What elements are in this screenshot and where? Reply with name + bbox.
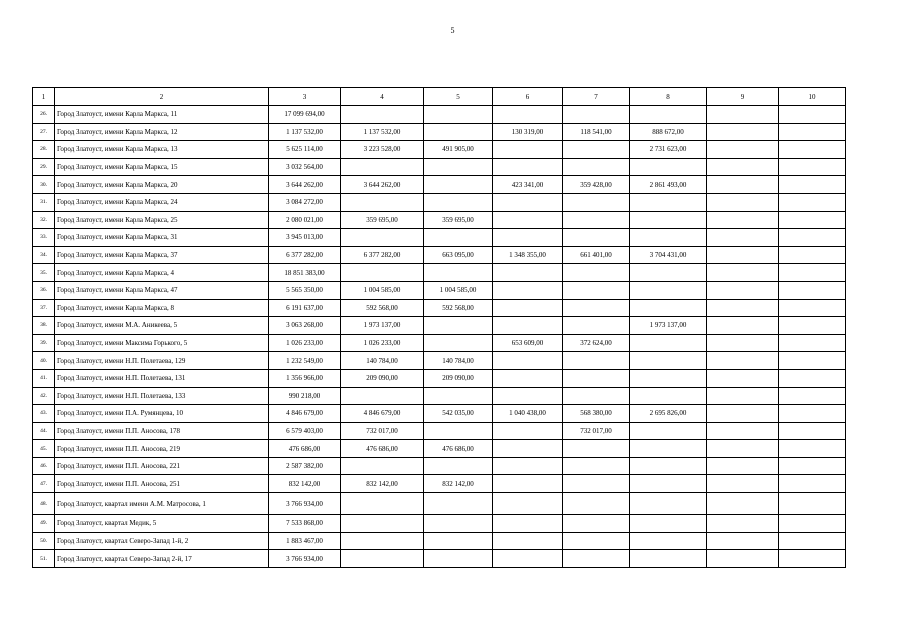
amount-cell	[779, 158, 846, 176]
amount-cell: 653 609,00	[493, 334, 563, 352]
table-row	[33, 299, 846, 317]
amount-cell	[563, 352, 630, 370]
address-cell: Город Златоуст, квартал Северо-Запад 2-й, 17	[55, 550, 269, 568]
amount-cell	[707, 550, 779, 568]
table-row	[33, 352, 846, 370]
amount-cell	[424, 106, 493, 124]
amount-cell: 118 541,00	[563, 123, 630, 141]
address-cell: Город Златоуст, имени Карла Маркса, 15	[55, 158, 269, 176]
amount-cell: 1 004 585,00	[341, 281, 424, 299]
amount-cell	[779, 141, 846, 159]
amount-cell	[707, 264, 779, 282]
address-cell: Город Златоуст, имени Карла Маркса, 47	[55, 281, 269, 299]
table-row	[33, 281, 846, 299]
row-number: 48.	[33, 493, 55, 515]
amount-cell: 1 137 532,00	[341, 123, 424, 141]
table-row	[33, 158, 846, 176]
amount-cell: 5 565 350,00	[269, 281, 341, 299]
amount-cell	[779, 176, 846, 194]
address-cell: Город Златоуст, имени П.П. Аносова, 178	[55, 422, 269, 440]
amount-cell: 476 686,00	[341, 440, 424, 458]
row-number: 32.	[33, 211, 55, 229]
table-row	[33, 405, 846, 423]
amount-cell	[424, 422, 493, 440]
amount-cell	[630, 229, 707, 247]
amount-cell: 3 032 564,00	[269, 158, 341, 176]
amount-cell	[707, 440, 779, 458]
row-number: 27.	[33, 123, 55, 141]
amount-cell	[630, 193, 707, 211]
table-row	[33, 123, 846, 141]
amount-cell: 5 625 114,00	[269, 141, 341, 159]
amount-cell: 1 973 137,00	[630, 317, 707, 335]
amount-cell	[493, 281, 563, 299]
amount-cell	[493, 440, 563, 458]
amount-cell	[563, 440, 630, 458]
amount-cell: 18 851 383,00	[269, 264, 341, 282]
address-cell: Город Златоуст, имени Карла Маркса, 11	[55, 106, 269, 124]
address-cell: Город Златоуст, квартал Северо-Запад 1-й, 2	[55, 532, 269, 550]
amount-cell	[707, 106, 779, 124]
amount-cell	[779, 211, 846, 229]
amount-cell	[563, 229, 630, 247]
amount-cell	[779, 317, 846, 335]
row-number: 50.	[33, 532, 55, 550]
amount-cell	[424, 457, 493, 475]
amount-cell	[707, 405, 779, 423]
header-row	[33, 88, 846, 106]
amount-cell	[493, 211, 563, 229]
amount-cell	[424, 550, 493, 568]
amount-cell: 663 095,00	[424, 246, 493, 264]
amount-cell	[707, 123, 779, 141]
amount-cell	[779, 532, 846, 550]
amount-cell: 359 428,00	[563, 176, 630, 194]
amount-cell: 1 883 467,00	[269, 532, 341, 550]
amount-cell: 1 040 438,00	[493, 405, 563, 423]
amount-cell	[341, 550, 424, 568]
amount-cell	[779, 193, 846, 211]
column-header: 8	[630, 88, 707, 106]
amount-cell	[779, 550, 846, 568]
row-number: 38.	[33, 317, 55, 335]
amount-cell	[779, 515, 846, 533]
amount-cell	[493, 493, 563, 515]
amount-cell	[779, 246, 846, 264]
amount-cell	[707, 334, 779, 352]
row-number: 35.	[33, 264, 55, 282]
amount-cell	[493, 422, 563, 440]
amount-cell	[707, 246, 779, 264]
amount-cell	[341, 229, 424, 247]
amount-cell	[563, 106, 630, 124]
amount-cell	[563, 457, 630, 475]
amount-cell	[341, 515, 424, 533]
amount-cell	[630, 493, 707, 515]
amount-cell	[563, 193, 630, 211]
address-cell: Город Златоуст, имени Н.П. Полетаева, 131	[55, 369, 269, 387]
column-header: 5	[424, 88, 493, 106]
amount-cell: 990 218,00	[269, 387, 341, 405]
amount-cell	[424, 334, 493, 352]
table-row	[33, 141, 846, 159]
amount-cell	[424, 264, 493, 282]
table-row	[33, 264, 846, 282]
amount-cell: 568 380,00	[563, 405, 630, 423]
amount-cell	[493, 369, 563, 387]
amount-cell	[563, 550, 630, 568]
amount-cell: 3 644 262,00	[269, 176, 341, 194]
row-number: 36.	[33, 281, 55, 299]
amount-cell: 888 672,00	[630, 123, 707, 141]
row-number: 46.	[33, 457, 55, 475]
amount-cell	[563, 532, 630, 550]
amount-cell	[563, 158, 630, 176]
table-row	[33, 369, 846, 387]
amount-cell	[493, 299, 563, 317]
column-header: 3	[269, 88, 341, 106]
amount-cell: 2 080 021,00	[269, 211, 341, 229]
amount-cell	[341, 264, 424, 282]
amount-cell: 491 905,00	[424, 141, 493, 159]
amount-cell: 423 341,00	[493, 176, 563, 194]
row-number: 41.	[33, 369, 55, 387]
column-header: 9	[707, 88, 779, 106]
amount-cell: 6 579 403,00	[269, 422, 341, 440]
column-header: 1	[33, 88, 55, 106]
amount-cell: 372 624,00	[563, 334, 630, 352]
row-number: 45.	[33, 440, 55, 458]
amount-cell: 3 766 934,00	[269, 550, 341, 568]
amount-cell: 832 142,00	[341, 475, 424, 493]
address-cell: Город Златоуст, имени П.П. Аносова, 221	[55, 457, 269, 475]
address-cell: Город Златоуст, имени Карла Маркса, 31	[55, 229, 269, 247]
address-cell: Город Златоуст, имени П.П. Аносова, 219	[55, 440, 269, 458]
amount-cell	[779, 281, 846, 299]
address-cell: Город Златоуст, имени П.П. Аносова, 251	[55, 475, 269, 493]
amount-cell: 3 084 272,00	[269, 193, 341, 211]
address-cell: Город Златоуст, имени Карла Маркса, 8	[55, 299, 269, 317]
address-cell: Город Златоуст, квартал имени А.М. Матросова, 1	[55, 493, 269, 515]
column-header: 2	[55, 88, 269, 106]
amount-cell: 732 017,00	[341, 422, 424, 440]
address-cell: Город Златоуст, имени Максима Горького, 5	[55, 334, 269, 352]
amount-cell: 130 319,00	[493, 123, 563, 141]
amount-cell	[707, 532, 779, 550]
amount-cell	[707, 211, 779, 229]
amount-cell: 359 695,00	[424, 211, 493, 229]
row-number: 44.	[33, 422, 55, 440]
amount-cell: 140 784,00	[341, 352, 424, 370]
table-row	[33, 493, 846, 515]
amount-cell	[424, 193, 493, 211]
address-cell: Город Златоуст, имени Н.П. Полетаева, 129	[55, 352, 269, 370]
amount-cell	[779, 334, 846, 352]
amount-cell	[424, 387, 493, 405]
amount-cell	[707, 422, 779, 440]
amount-cell: 4 846 679,00	[269, 405, 341, 423]
amount-cell	[707, 352, 779, 370]
amount-cell: 1 026 233,00	[341, 334, 424, 352]
amount-cell	[707, 158, 779, 176]
amount-cell	[493, 515, 563, 533]
amount-cell: 3 644 262,00	[341, 176, 424, 194]
table-row	[33, 106, 846, 124]
amount-cell: 2 695 826,00	[630, 405, 707, 423]
amount-cell: 17 099 694,00	[269, 106, 341, 124]
amount-cell	[630, 440, 707, 458]
amount-cell: 832 142,00	[424, 475, 493, 493]
amount-cell: 2 861 493,00	[630, 176, 707, 194]
table-row	[33, 515, 846, 533]
row-number: 37.	[33, 299, 55, 317]
address-cell: Город Златоуст, квартал Медик, 5	[55, 515, 269, 533]
table-row	[33, 422, 846, 440]
amount-cell	[424, 515, 493, 533]
amount-cell	[493, 229, 563, 247]
amount-cell	[630, 475, 707, 493]
amount-cell	[493, 532, 563, 550]
amount-cell	[563, 211, 630, 229]
table-row	[33, 193, 846, 211]
amount-cell	[424, 229, 493, 247]
address-cell: Город Златоуст, имени Карла Маркса, 37	[55, 246, 269, 264]
amount-cell	[779, 123, 846, 141]
amount-cell: 592 568,00	[424, 299, 493, 317]
amount-cell: 2 731 623,00	[630, 141, 707, 159]
amount-cell: 1 026 233,00	[269, 334, 341, 352]
amount-cell	[424, 176, 493, 194]
amount-cell	[779, 106, 846, 124]
amount-cell	[707, 176, 779, 194]
amount-cell	[341, 387, 424, 405]
amount-cell: 3 223 528,00	[341, 141, 424, 159]
amount-cell	[563, 281, 630, 299]
amount-cell	[707, 141, 779, 159]
amount-cell: 592 568,00	[341, 299, 424, 317]
row-number: 28.	[33, 141, 55, 159]
amount-cell: 832 142,00	[269, 475, 341, 493]
amount-cell	[707, 387, 779, 405]
amount-cell	[424, 158, 493, 176]
amount-cell	[630, 334, 707, 352]
amount-cell	[707, 457, 779, 475]
page-number: 5	[450, 26, 455, 35]
amount-cell	[424, 493, 493, 515]
address-cell: Город Златоуст, имени Карла Маркса, 12	[55, 123, 269, 141]
address-cell: Город Златоуст, имени Карла Маркса, 13	[55, 141, 269, 159]
address-cell: Город Златоуст, имени Карла Маркса, 25	[55, 211, 269, 229]
row-number: 26.	[33, 106, 55, 124]
amount-cell	[493, 352, 563, 370]
table-row	[33, 440, 846, 458]
address-cell: Город Златоуст, имени Карла Маркса, 24	[55, 193, 269, 211]
amount-cell: 6 191 637,00	[269, 299, 341, 317]
amount-cell	[630, 457, 707, 475]
amount-cell	[779, 229, 846, 247]
amount-cell	[563, 264, 630, 282]
amount-cell	[779, 440, 846, 458]
table-row	[33, 532, 846, 550]
row-number: 31.	[33, 193, 55, 211]
amount-cell	[707, 281, 779, 299]
amount-cell	[563, 369, 630, 387]
amount-cell	[707, 369, 779, 387]
amount-cell	[630, 106, 707, 124]
row-number: 42.	[33, 387, 55, 405]
data-table	[32, 87, 846, 568]
column-header: 6	[493, 88, 563, 106]
amount-cell: 1 004 585,00	[424, 281, 493, 299]
amount-cell	[779, 369, 846, 387]
table-row	[33, 457, 846, 475]
amount-cell	[563, 493, 630, 515]
amount-cell	[630, 387, 707, 405]
amount-cell: 476 686,00	[269, 440, 341, 458]
amount-cell	[424, 317, 493, 335]
amount-cell: 6 377 282,00	[269, 246, 341, 264]
amount-cell: 3 063 268,00	[269, 317, 341, 335]
amount-cell: 359 695,00	[341, 211, 424, 229]
amount-cell	[630, 158, 707, 176]
row-number: 47.	[33, 475, 55, 493]
amount-cell	[493, 193, 563, 211]
amount-cell	[707, 229, 779, 247]
amount-cell	[341, 532, 424, 550]
table-row	[33, 211, 846, 229]
amount-cell	[630, 550, 707, 568]
table-row	[33, 246, 846, 264]
amount-cell: 4 846 679,00	[341, 405, 424, 423]
table-row	[33, 387, 846, 405]
column-header: 7	[563, 88, 630, 106]
amount-cell	[707, 317, 779, 335]
amount-cell	[779, 493, 846, 515]
row-number: 30.	[33, 176, 55, 194]
amount-cell	[493, 475, 563, 493]
amount-cell: 3 704 431,00	[630, 246, 707, 264]
amount-cell	[493, 158, 563, 176]
amount-cell	[424, 532, 493, 550]
amount-cell	[341, 457, 424, 475]
amount-cell: 6 377 282,00	[341, 246, 424, 264]
table-row	[33, 176, 846, 194]
amount-cell: 2 587 382,00	[269, 457, 341, 475]
table-row	[33, 334, 846, 352]
amount-cell: 140 784,00	[424, 352, 493, 370]
amount-cell	[493, 317, 563, 335]
amount-cell: 1 232 549,00	[269, 352, 341, 370]
amount-cell: 1 348 355,00	[493, 246, 563, 264]
amount-cell	[707, 193, 779, 211]
amount-cell: 661 401,00	[563, 246, 630, 264]
amount-cell	[630, 281, 707, 299]
amount-cell: 3 945 013,00	[269, 229, 341, 247]
amount-cell: 209 090,00	[341, 369, 424, 387]
row-number: 40.	[33, 352, 55, 370]
row-number: 29.	[33, 158, 55, 176]
amount-cell	[630, 369, 707, 387]
amount-cell: 732 017,00	[563, 422, 630, 440]
amount-cell	[779, 457, 846, 475]
row-number: 51.	[33, 550, 55, 568]
amount-cell	[779, 299, 846, 317]
amount-cell	[779, 352, 846, 370]
amount-cell	[630, 211, 707, 229]
amount-cell	[341, 158, 424, 176]
row-number: 34.	[33, 246, 55, 264]
row-number: 43.	[33, 405, 55, 423]
amount-cell: 7 533 868,00	[269, 515, 341, 533]
amount-cell	[563, 515, 630, 533]
amount-cell	[630, 532, 707, 550]
amount-cell	[779, 387, 846, 405]
amount-cell	[424, 123, 493, 141]
amount-cell	[707, 475, 779, 493]
amount-cell	[630, 352, 707, 370]
amount-cell	[779, 475, 846, 493]
amount-cell: 1 137 532,00	[269, 123, 341, 141]
amount-cell: 3 766 934,00	[269, 493, 341, 515]
amount-cell	[779, 422, 846, 440]
address-cell: Город Златоуст, имени Карла Маркса, 4	[55, 264, 269, 282]
row-number: 49.	[33, 515, 55, 533]
amount-cell: 1 973 137,00	[341, 317, 424, 335]
amount-cell	[563, 141, 630, 159]
amount-cell: 542 035,00	[424, 405, 493, 423]
amount-cell	[630, 299, 707, 317]
amount-cell	[707, 515, 779, 533]
amount-cell	[493, 387, 563, 405]
address-cell: Город Златоуст, имени Н.П. Полетаева, 133	[55, 387, 269, 405]
table-row	[33, 475, 846, 493]
amount-cell	[707, 493, 779, 515]
amount-cell	[630, 422, 707, 440]
amount-cell	[493, 106, 563, 124]
amount-cell	[563, 317, 630, 335]
amount-cell	[630, 515, 707, 533]
amount-cell	[707, 299, 779, 317]
amount-cell	[493, 457, 563, 475]
amount-cell	[341, 493, 424, 515]
row-number: 33.	[33, 229, 55, 247]
amount-cell	[341, 106, 424, 124]
column-header: 4	[341, 88, 424, 106]
amount-cell	[563, 387, 630, 405]
amount-cell	[630, 264, 707, 282]
amount-cell	[563, 475, 630, 493]
amount-cell	[493, 264, 563, 282]
amount-cell	[779, 264, 846, 282]
amount-cell: 1 356 966,00	[269, 369, 341, 387]
column-header: 10	[779, 88, 846, 106]
address-cell: Город Златоуст, имени П.А. Румянцева, 10	[55, 405, 269, 423]
amount-cell	[779, 405, 846, 423]
amount-cell	[493, 141, 563, 159]
table-row	[33, 229, 846, 247]
table-row	[33, 550, 846, 568]
address-cell: Город Златоуст, имени М.А. Аникеева, 5	[55, 317, 269, 335]
row-number: 39.	[33, 334, 55, 352]
amount-cell	[493, 550, 563, 568]
amount-cell: 476 686,00	[424, 440, 493, 458]
address-cell: Город Златоуст, имени Карла Маркса, 20	[55, 176, 269, 194]
amount-cell	[563, 299, 630, 317]
table-row	[33, 317, 846, 335]
amount-cell	[341, 193, 424, 211]
amount-cell: 209 090,00	[424, 369, 493, 387]
